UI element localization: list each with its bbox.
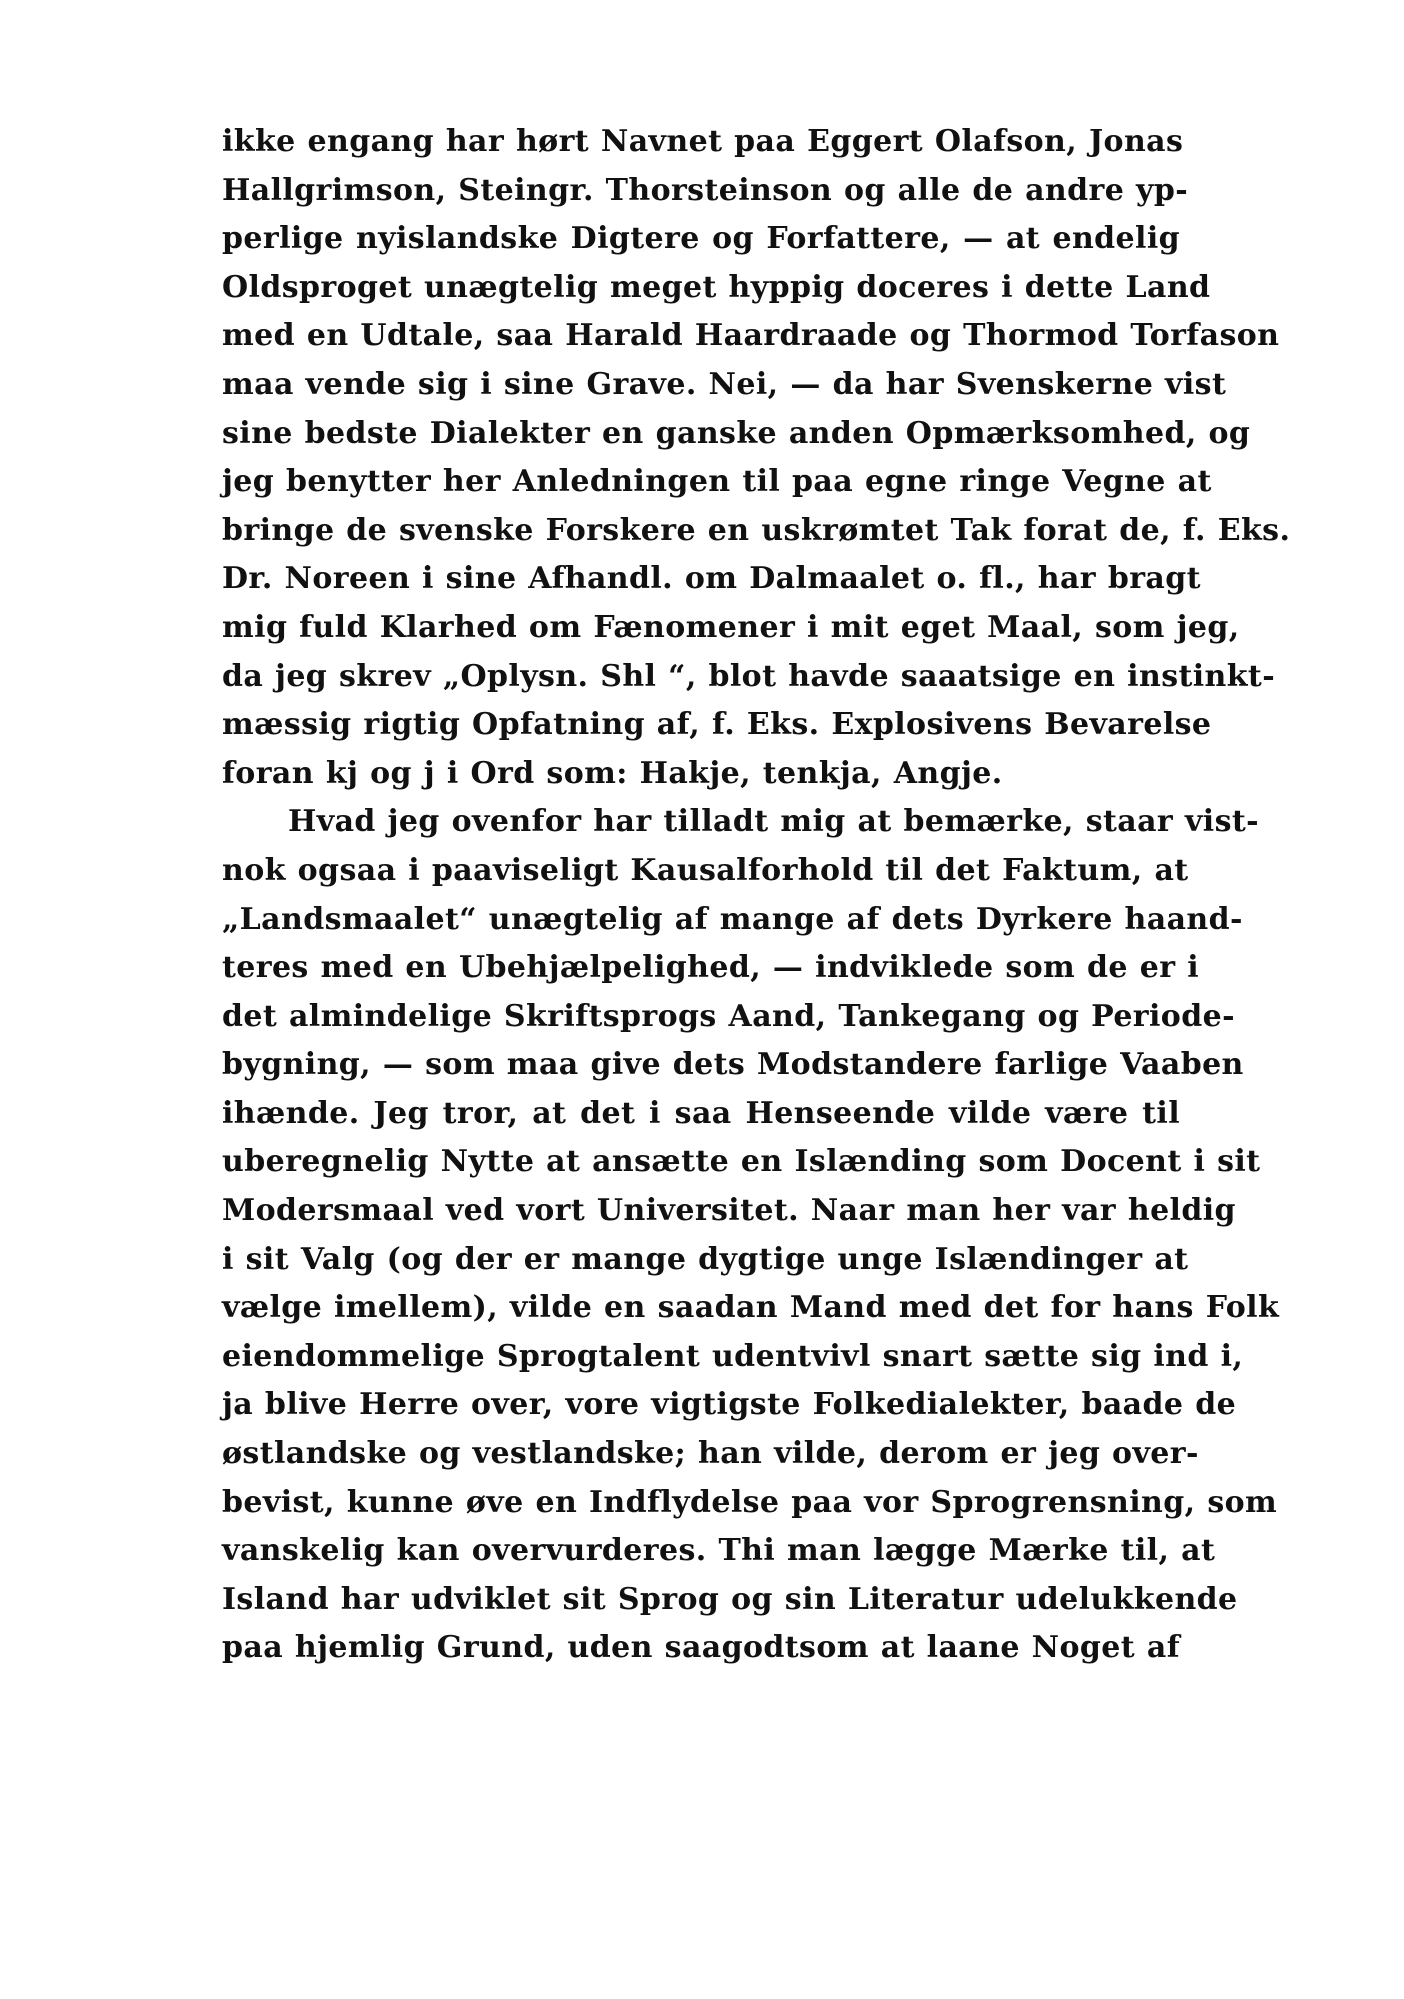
text-line: uberegnelig Nytte at ansætte en Islænding som Docent i sit <box>222 1144 1261 1180</box>
text-line: vanskelig kan overvurderes. Thi man lægge Mærke til, at <box>222 1533 1216 1569</box>
text-line: jeg benytter her Anledningen til paa egne ringe Vegne at <box>222 464 1212 500</box>
text-line: sine bedste Dialekter en ganske anden Opmærksomhed, og <box>222 415 1251 451</box>
text-line: Island har udviklet sit Sprog og sin Literatur udelukkende <box>222 1581 1238 1617</box>
text-line: østlandske og vestlandske; han vilde, derom er jeg over- <box>222 1436 1199 1472</box>
text-line: mig fuld Klarhed om Fænomener i mit eget Maal, som jeg, <box>222 609 1240 645</box>
text-line: Hallgrimson, Steingr. Thorsteinson og alle de andre yp- <box>222 172 1189 208</box>
text-line: Dr. Noreen i sine Afhandl. om Dalmaalet o. fl., har bragt <box>222 561 1201 597</box>
text-line: foran kj og j i Ord som: Hakje, tenkja, Angje. <box>222 755 1003 791</box>
paragraph <box>222 798 1280 1673</box>
text-line: eiendommelige Sprogtalent udentvivl snart sætte sig ind i, <box>222 1338 1244 1374</box>
text-line: ikke engang har hørt Navnet paa Eggert Olafson, Jonas <box>222 124 1184 159</box>
text-line: ja blive Herre over, vore vigtigste Folkedialekter, baade de <box>222 1387 1237 1423</box>
text-line: teres med en Ubehjælpelighed, — indviklede som de er i <box>222 950 1200 986</box>
text-line: ihænde. Jeg tror, at det i saa Henseende vilde være til <box>222 1095 1180 1131</box>
text-line: i sit Valg (og der er mange dygtige unge Islændinger at <box>222 1241 1189 1277</box>
text-line: perlige nyislandske Digtere og Forfattere, — at endelig <box>222 221 1180 257</box>
text-line: nok ogsaa i paaviseligt Kausalforhold til det Faktum, at <box>222 852 1189 888</box>
text-line: det almindelige Skriftsprogs Aand, Tankegang og Periode- <box>222 998 1235 1034</box>
text-line: Oldsproget unægtelig meget hyppig doceres i dette Land <box>222 269 1211 305</box>
paragraph <box>222 118 1291 798</box>
text-line: med en Udtale, saa Harald Haardraade og Thormod Torfason <box>222 318 1280 354</box>
text-line: maa vende sig i sine Grave. Nei, — da har Svenskerne vist <box>222 366 1227 402</box>
text-line: paa hjemlig Grund, uden saagodtsom at laane Noget af <box>222 1630 1181 1666</box>
text-line: vælge imellem), vilde en saadan Mand med det for hans Folk <box>222 1290 1280 1326</box>
text-line: bygning, — som maa give dets Modstandere farlige Vaaben <box>222 1047 1244 1083</box>
text-line: mæssig rigtig Opfatning af, f. Eks. Explosivens Bevarelse <box>222 707 1212 743</box>
text-line: bringe de svenske Forskere en uskrømtet Tak forat de, f. Eks. <box>222 512 1291 548</box>
text-line: „Landsmaalet“ unægtelig af mange af dets Dyrkere haand- <box>222 901 1243 937</box>
text-line: Modersmaal ved vort Universitet. Naar man her var heldig <box>222 1193 1236 1229</box>
text-line: bevist, kunne øve en Indflydelse paa vor Sprogrensning, som <box>222 1484 1278 1520</box>
body-text <box>222 118 1291 1673</box>
text-line: Hvad jeg ovenfor har tilladt mig at bemærke, staar vist- <box>288 804 1259 840</box>
text-line: da jeg skrev „Oplysn. Shl “, blot havde saaatsige en instinkt- <box>222 658 1276 694</box>
